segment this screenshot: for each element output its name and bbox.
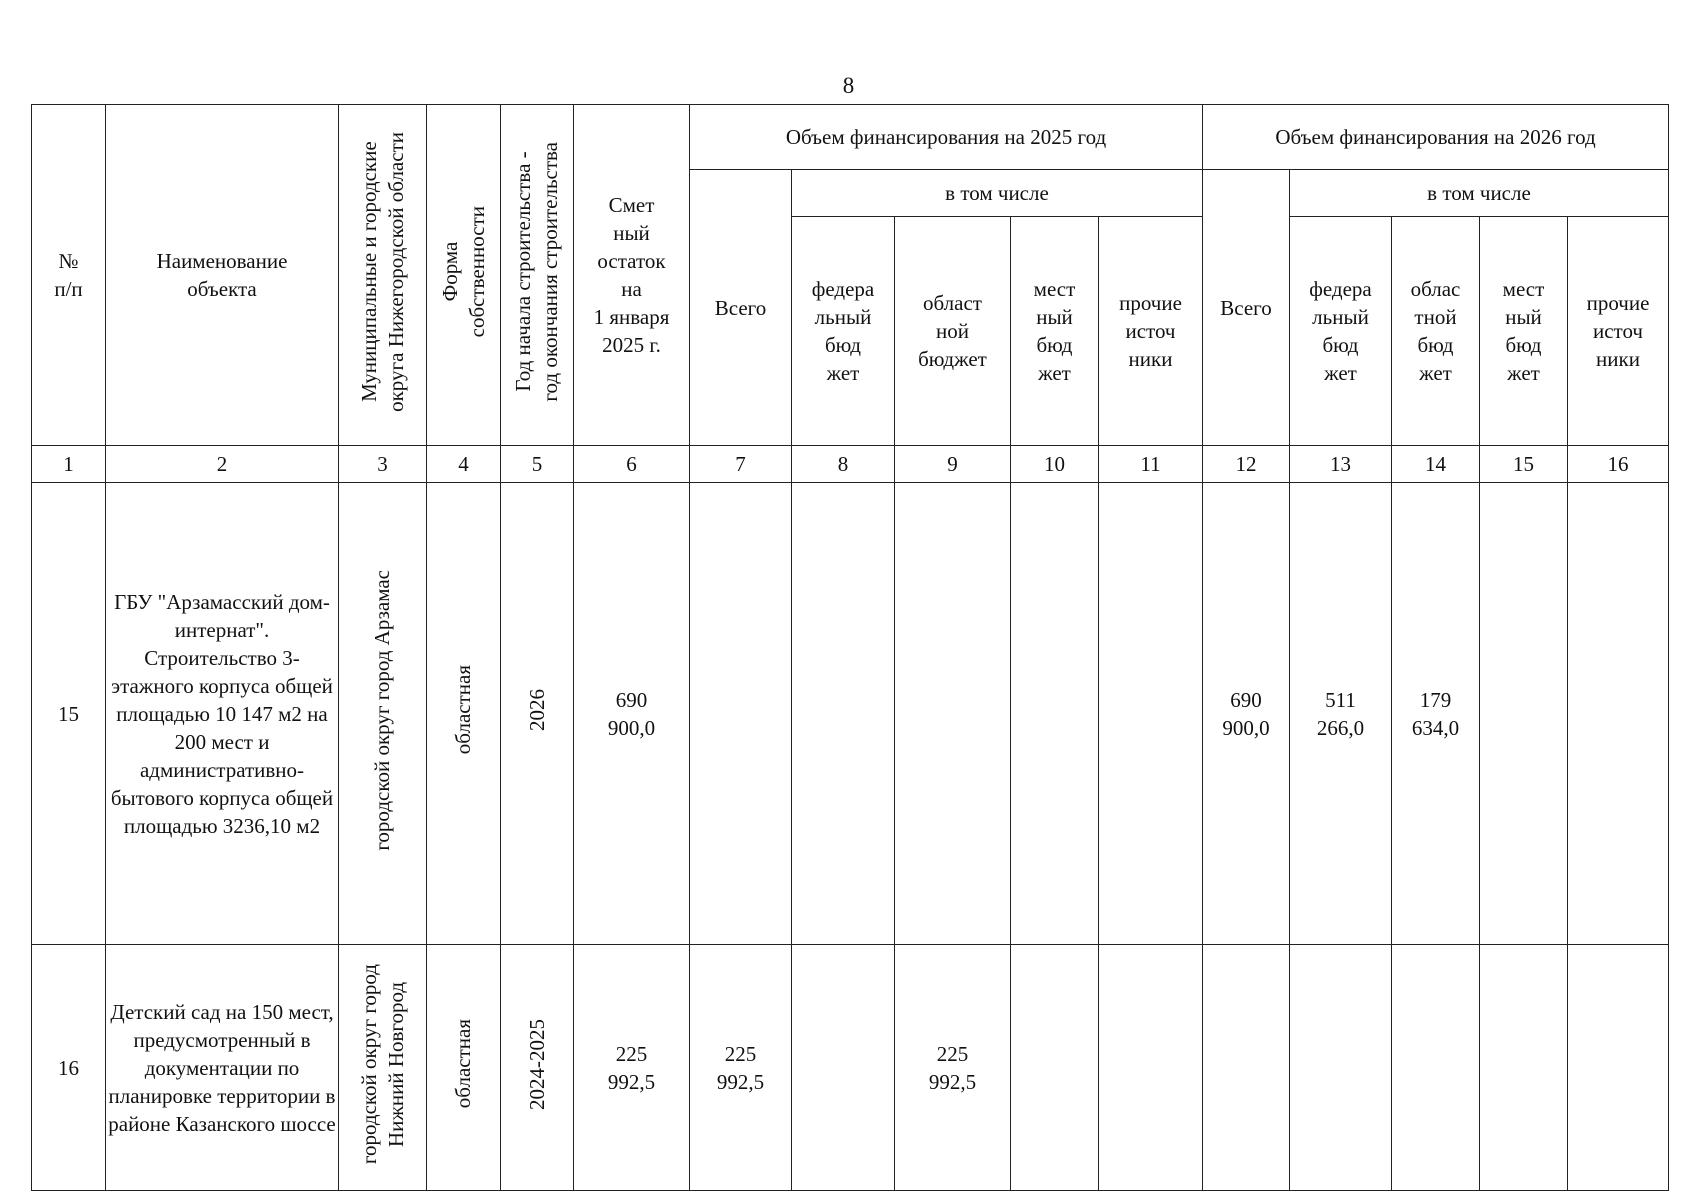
column-number: 16 — [1568, 446, 1669, 483]
object-name: Детский сад на 150 мест, предусмотренный в документации по планировке территории в районе Казанского шоссе — [106, 945, 339, 1191]
column-number: 13 — [1290, 446, 1392, 483]
f2025-total: 225 992,5 — [690, 945, 792, 1191]
column-number: 2 — [106, 446, 339, 483]
column-number: 8 — [792, 446, 895, 483]
row-number: 16 — [32, 945, 106, 1191]
column-number: 9 — [895, 446, 1011, 483]
header-2025-including: в том числе — [792, 170, 1203, 217]
f2025-regional: 225 992,5 — [895, 945, 1011, 1191]
f2025-other — [1099, 483, 1203, 945]
f2025-federal — [792, 945, 895, 1191]
f2026-total — [1203, 945, 1290, 1191]
header-2026-total: Всего — [1203, 170, 1290, 446]
f2026-local — [1480, 483, 1568, 945]
column-number: 11 — [1099, 446, 1203, 483]
header-2026-federal: федера льный бюд жет — [1290, 217, 1392, 446]
header-construction-years: Год начала строительства - год окончания строительства — [501, 105, 574, 446]
header-2025-local: мест ный бюд жет — [1011, 217, 1099, 446]
f2026-local — [1480, 945, 1568, 1191]
f2026-other — [1568, 945, 1669, 1191]
column-number: 7 — [690, 446, 792, 483]
header-2025-other: прочие источ ники — [1099, 217, 1203, 446]
header-2026-including: в том числе — [1290, 170, 1669, 217]
column-number: 15 — [1480, 446, 1568, 483]
column-number: 4 — [427, 446, 501, 483]
municipality: городской округ город Нижний Новгород — [339, 945, 427, 1191]
header-2025-regional: област ной бюджет — [895, 217, 1011, 446]
column-number: 14 — [1392, 446, 1480, 483]
f2026-regional: 179 634,0 — [1392, 483, 1480, 945]
f2026-total: 690 900,0 — [1203, 483, 1290, 945]
header-financing-2026: Объем финансирования на 2026 год — [1203, 105, 1669, 170]
estimate-remainder: 225 992,5 — [574, 945, 690, 1191]
header-municipality: Муниципальные и городские округа Нижегородской области — [339, 105, 427, 446]
header-2026-regional: облас тной бюд жет — [1392, 217, 1480, 446]
header-row-number: № п/п — [32, 105, 106, 446]
row-number: 15 — [32, 483, 106, 945]
header-2025-federal: федера льный бюд жет — [792, 217, 895, 446]
financing-table — [31, 104, 1669, 1191]
header-object-name: Наименование объекта — [106, 105, 339, 446]
column-number: 10 — [1011, 446, 1099, 483]
f2026-other — [1568, 483, 1669, 945]
f2026-federal: 511 266,0 — [1290, 483, 1392, 945]
f2025-other — [1099, 945, 1203, 1191]
f2025-federal — [792, 483, 895, 945]
municipality: городской округ город Арзамас — [339, 483, 427, 945]
construction-years: 2024-2025 — [501, 945, 574, 1191]
ownership: областная — [427, 945, 501, 1191]
header-financing-2025: Объем финансирования на 2025 год — [690, 105, 1203, 170]
column-number: 1 — [32, 446, 106, 483]
estimate-remainder: 690 900,0 — [574, 483, 690, 945]
header-2025-total: Всего — [690, 170, 792, 446]
column-number: 5 — [501, 446, 574, 483]
page-number: 8 — [842, 73, 855, 98]
header-2026-local: мест ный бюд жет — [1480, 217, 1568, 446]
column-number-row — [32, 446, 1669, 483]
table-row — [32, 483, 1669, 945]
header-ownership: Форма собственности — [427, 105, 501, 446]
f2026-federal — [1290, 945, 1392, 1191]
f2026-regional — [1392, 945, 1480, 1191]
f2025-local — [1011, 483, 1099, 945]
f2025-total — [690, 483, 792, 945]
column-number: 6 — [574, 446, 690, 483]
header-estimate-remainder: Смет ный остаток на 1 января 2025 г. — [574, 105, 690, 446]
construction-years: 2026 — [501, 483, 574, 945]
ownership: областная — [427, 483, 501, 945]
object-name: ГБУ "Арзамасский дом-интернат". Строительство 3-этажного корпуса общей площадью 10 147 м2 на 200 мест и административно-бытового корпуса общей площадью 3236,10 м2 — [106, 483, 339, 945]
f2025-local — [1011, 945, 1099, 1191]
f2025-regional — [895, 483, 1011, 945]
column-number: 12 — [1203, 446, 1290, 483]
table-row — [32, 945, 1669, 1191]
column-number: 3 — [339, 446, 427, 483]
header-2026-other: прочие источ ники — [1568, 217, 1669, 446]
